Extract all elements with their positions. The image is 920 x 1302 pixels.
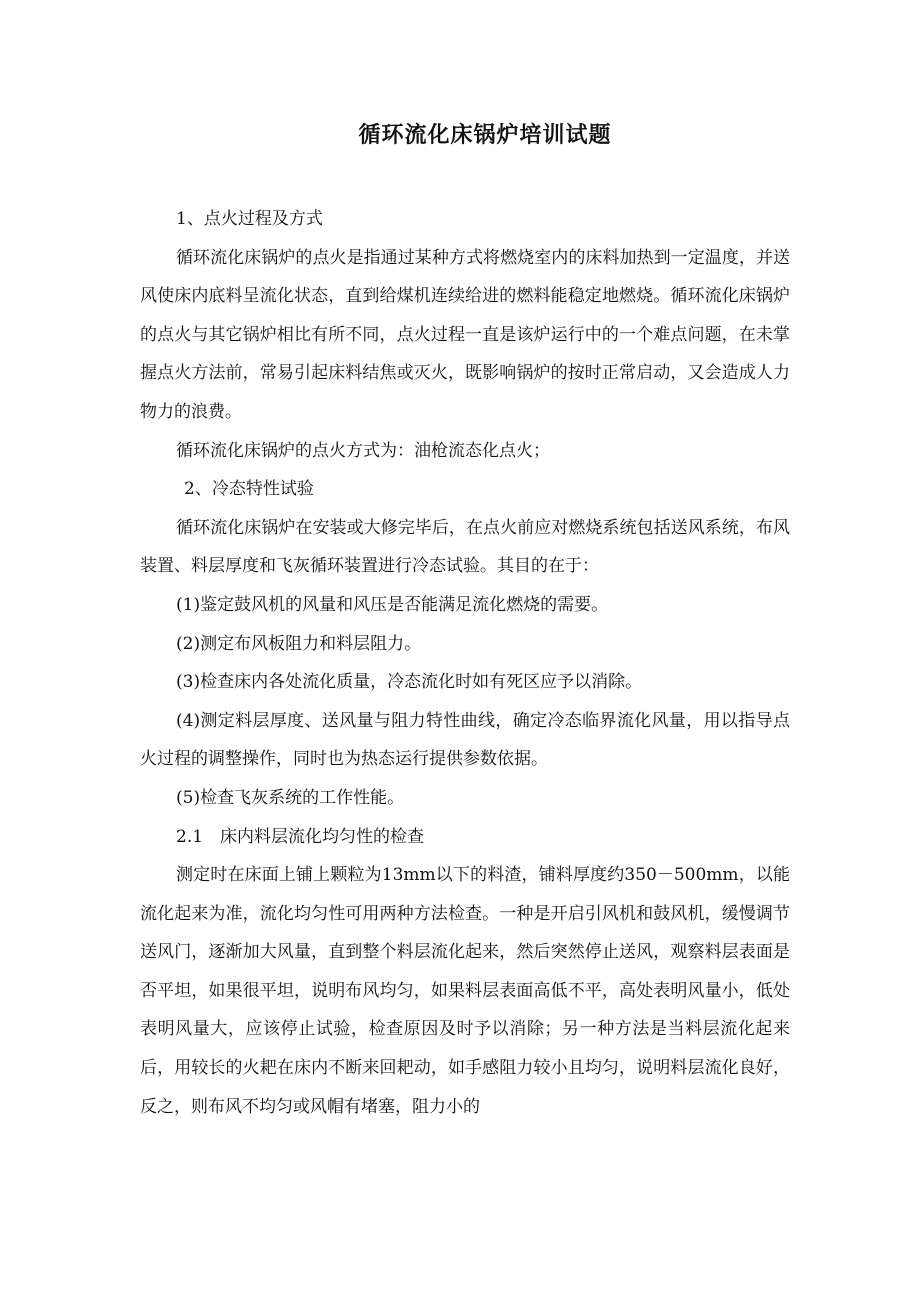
body-paragraph: 循环流化床锅炉在安装或大修完毕后，在点火前应对燃烧系统包括送风系统，布风装置、料层厚度和飞灰循环装置进行冷态试验。其目的在于： <box>140 517 790 577</box>
subsection-heading: 2.1 床内料层流化均匀性的检查 <box>176 826 425 847</box>
list-item: (2)测定布风板阻力和料层阻力。 <box>176 633 422 654</box>
list-item: (1)鉴定鼓风机的风量和风压是否能满足流化燃烧的需要。 <box>176 594 609 615</box>
list-item: (5)检查飞灰系统的工作性能。 <box>176 787 405 808</box>
list-item: (3)检查床内各处流化质量，冷态流化时如有死区应予以消除。 <box>176 672 643 693</box>
body-paragraph: 循环流化床锅炉的点火是指通过某种方式将燃烧室内的床料加热到一定温度，并送风使床内底料呈流化状态，直到给煤机连续给进的燃料能稳定地燃烧。循环流化床锅炉的点火与其它锅炉相比有所不同，点火过程一直是该炉运行中的一个难点问题，在未掌握点火方法前，常易引起床料结焦或灭火，既影响锅炉的按时正常启动，又会造成人力物力的浪费。 <box>140 247 790 422</box>
document-body <box>140 200 790 1126</box>
document-title: 循环流化床锅炉培训试题 <box>358 123 612 148</box>
body-paragraph: 测定时在床面上铺上颗粒为13mm以下的料渣，铺料厚度约350－500mm，以能流化起来为准，流化均匀性可用两种方法检查。一种是开启引风机和鼓风机，缓慢调节送风门，逐渐加大风量，直到整个料层流化起来，然后突然停止送风，观察料层表面是否平坦，如果很平坦，说明布风均匀，如果料层表面高低不平，高处表明风量小，低处表明风量大，应该停止试验，检查原因及时予以消除；另一种方法是当料层流化起来后，用较长的火耙在床内不断来回耙动，如手感阻力较小且均匀，说明料层流化良好，反之，则布风不均匀或风帽有堵塞，阻力小的 <box>140 865 790 1117</box>
section-heading: 1、点火过程及方式 <box>176 209 323 229</box>
body-paragraph: 循环流化床锅炉的点火方式为：油枪流态化点火； <box>176 440 550 461</box>
section-heading: 2、冷态特性试验 <box>184 479 314 500</box>
list-item: (4)测定料层厚度、送风量与阻力特性曲线，确定冷态临界流化风量，用以指导点火过程的调整操作，同时也为热态运行提供参数依据。 <box>140 710 790 770</box>
